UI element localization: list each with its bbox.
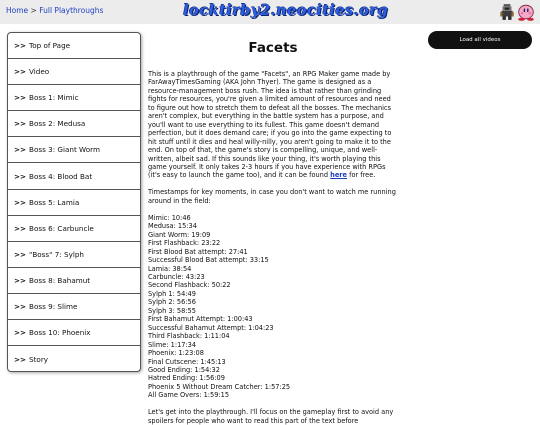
timestamp-item: First Blood Bat attempt: 27:41 bbox=[148, 247, 248, 256]
sidebar-item-boss-10[interactable] bbox=[8, 320, 140, 346]
load-all-videos-button[interactable]: Load all videos bbox=[428, 31, 532, 49]
site-title-logo[interactable]: locktirby2.neocities.org bbox=[183, 1, 388, 19]
sidebar-item-label: Story bbox=[29, 354, 49, 364]
timestamp-item: Giant Worm: 19:09 bbox=[148, 230, 211, 239]
knight-sprite-icon bbox=[498, 3, 516, 21]
breadcrumb-separator: > bbox=[28, 6, 40, 15]
game-download-link[interactable]: here bbox=[330, 171, 348, 180]
sidebar-item-boss-5[interactable] bbox=[8, 190, 140, 216]
sidebar-item-label: Top of Page bbox=[29, 41, 71, 51]
sidebar-item-boss-3[interactable] bbox=[8, 137, 140, 163]
sidebar-item-boss-4[interactable] bbox=[8, 163, 140, 189]
timestamp-item: First Bahamut Attempt: 1:00:43 bbox=[148, 315, 253, 324]
intro-text: This is a playthrough of the game "Facets", an RPG Maker game made by FarAwayTimesGaming (AKA John Thyer). The game is designed as a resource-management boss rush. The idea is that rather than grinding fights for resources, you're given a limited amount of resources and need to figure out how to stretch them to defeat all the bosses. The mechanics aren't complex, but everything in the battle system has a purpose, and you'll want to use everything to its fullest. This game doesn't demand perfection, but it does demand care; if you go into the game expecting to hit stuff until it dies and heal willy-nilly, you aren't going to make it to the end. On top of that, the game's story is compelling, unique, and well-written, albeit sad. If this sounds like your thing, it's worth playing this game yourself. It only takes 2-3 hours if you have experience with RPGs (it's easy to launch the game too), and it can be found bbox=[148, 70, 392, 180]
timestamp-item: Good Ending: 1:54:32 bbox=[148, 365, 220, 374]
nav-arrows: >> bbox=[14, 41, 27, 51]
sidebar-item-label: "Boss" 7: Sylph bbox=[29, 249, 84, 259]
sidebar-item-top-of-page[interactable] bbox=[8, 33, 140, 59]
breadcrumb-current-link[interactable]: Full Playthroughs bbox=[39, 6, 104, 15]
sidebar-item-label: Boss 5: Lamia bbox=[29, 197, 80, 207]
sidebar-item-label: Boss 3: Giant Worm bbox=[29, 145, 100, 155]
nav-arrows: >> bbox=[14, 354, 27, 364]
sidebar-item-boss-2[interactable] bbox=[8, 111, 140, 137]
main-content bbox=[148, 36, 398, 425]
timestamp-item: Slime: 1:17:34 bbox=[148, 340, 197, 349]
nav-arrows: >> bbox=[14, 301, 27, 311]
nav-arrows: >> bbox=[14, 67, 27, 77]
breadcrumb bbox=[6, 6, 103, 15]
timestamp-item: Phoenix 5 Without Dream Catcher: 1:57:25 bbox=[148, 382, 291, 391]
nav-arrows: >> bbox=[14, 249, 27, 259]
timestamps-list bbox=[148, 214, 398, 400]
sidebar-item-story[interactable] bbox=[8, 346, 140, 372]
nav-arrows: >> bbox=[14, 223, 27, 233]
sidebar-item-boss-9[interactable] bbox=[8, 294, 140, 320]
timestamp-item: Sylph 2: 56:56 bbox=[148, 298, 196, 307]
page-title: Facets bbox=[248, 40, 298, 56]
timestamps-intro: Timestamps for key moments, in case you don't want to watch me running around in the field: bbox=[148, 188, 396, 205]
top-bar bbox=[0, 0, 540, 24]
sidebar-item-label: Boss 8: Bahamut bbox=[29, 275, 91, 285]
outro-paragraph: Let's get into the playthrough. I'll focus on the gameplay first to avoid any spoilers for people who want to read this part of the text before bbox=[148, 408, 394, 425]
intro-text-end: for free. bbox=[347, 171, 376, 180]
sidebar-nav bbox=[7, 32, 141, 372]
sidebar-item-boss-8[interactable] bbox=[8, 268, 140, 294]
nav-arrows: >> bbox=[14, 145, 27, 155]
sidebar-item-label: Video bbox=[29, 67, 50, 77]
timestamp-item: Phoenix: 1:23:08 bbox=[148, 349, 204, 358]
timestamp-item: Medusa: 15:34 bbox=[148, 222, 197, 231]
timestamp-item: Carbuncle: 43:23 bbox=[148, 272, 205, 281]
timestamp-item: First Flashback: 23:22 bbox=[148, 239, 221, 248]
sidebar-item-boss-6[interactable] bbox=[8, 216, 140, 242]
timestamp-item: Successful Bahamut Attempt: 1:04:23 bbox=[148, 323, 274, 332]
nav-arrows: >> bbox=[14, 275, 27, 285]
kirby-sprite-icon bbox=[517, 3, 535, 21]
breadcrumb-home-link[interactable]: Home bbox=[6, 6, 29, 15]
sidebar-item-label: Boss 2: Medusa bbox=[29, 119, 86, 129]
nav-arrows: >> bbox=[14, 197, 27, 207]
timestamp-item: Final Cutscene: 1:45:13 bbox=[148, 357, 226, 366]
sidebar-item-label: Boss 1: Mimic bbox=[29, 93, 79, 103]
sidebar-item-label: Boss 4: Blood Bat bbox=[29, 171, 93, 181]
nav-arrows: >> bbox=[14, 93, 27, 103]
timestamp-item: Mimic: 10:46 bbox=[148, 213, 191, 222]
timestamp-item: Successful Blood Bat attempt: 33:15 bbox=[148, 256, 269, 265]
sidebar-item-label: Boss 10: Phoenix bbox=[29, 328, 91, 338]
sidebar-item-boss-1[interactable] bbox=[8, 85, 140, 111]
timestamp-item: Second Flashback: 50:22 bbox=[148, 281, 231, 290]
nav-arrows: >> bbox=[14, 328, 27, 338]
sidebar-item-video[interactable] bbox=[8, 59, 140, 85]
nav-arrows: >> bbox=[14, 119, 27, 129]
nav-arrows: >> bbox=[14, 171, 27, 181]
timestamp-item: Sylph 3: 58:55 bbox=[148, 306, 196, 315]
timestamp-item: Sylph 1: 54:49 bbox=[148, 289, 196, 298]
sidebar-item-label: Boss 6: Carbuncle bbox=[29, 223, 94, 233]
timestamp-item: All Game Overs: 1:59:15 bbox=[148, 391, 230, 400]
intro-paragraph bbox=[148, 70, 398, 180]
timestamp-item: Hatred Ending: 1:56:09 bbox=[148, 374, 225, 383]
timestamp-item: Lamia: 38:54 bbox=[148, 264, 192, 273]
sidebar-item-label: Boss 9: Slime bbox=[29, 301, 78, 311]
sidebar-item-boss-7[interactable] bbox=[8, 242, 140, 268]
timestamp-item: Third Flashback: 1:11:04 bbox=[148, 332, 230, 341]
